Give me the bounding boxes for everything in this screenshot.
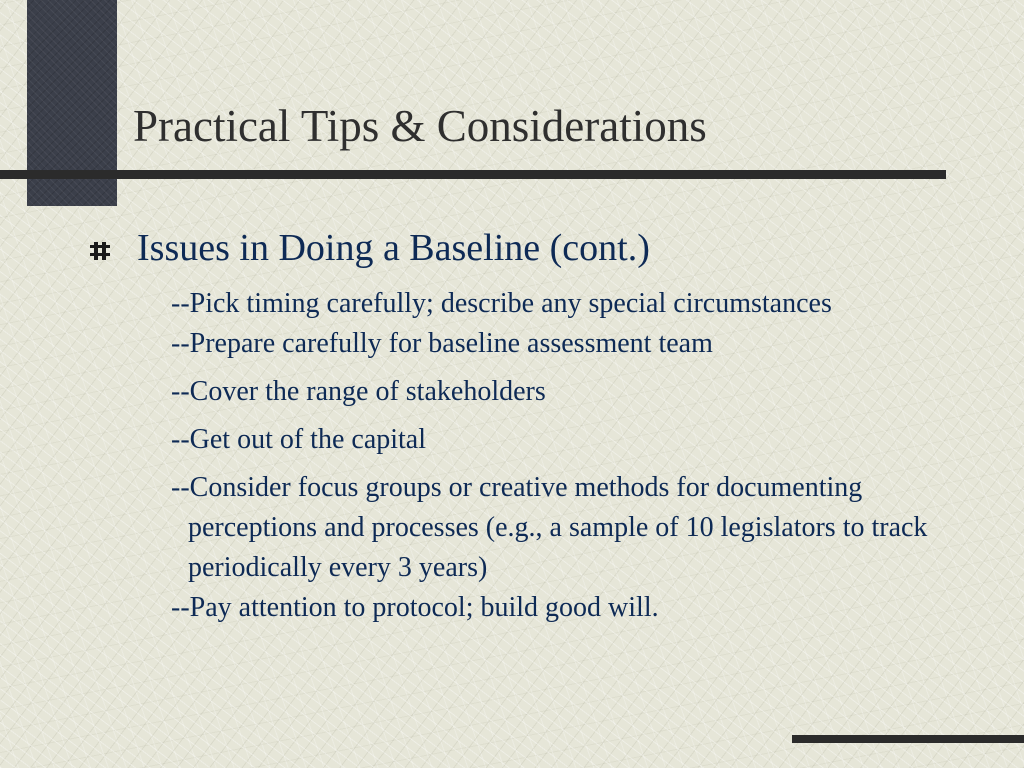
sub-item-list <box>171 284 971 636</box>
sub-item-protocol: --Pay attention to protocol; build good will. <box>171 592 659 623</box>
bullet-heading: Issues in Doing a Baseline (cont.) <box>137 227 650 269</box>
sub-item-prepare: --Prepare carefully for baseline assessment team <box>171 328 713 359</box>
z-shaped-bullet-icon <box>89 240 111 262</box>
title-divider <box>0 170 946 179</box>
sub-item-stakeholders: --Cover the range of stakeholders <box>171 376 546 407</box>
sub-item-focus-groups: --Consider focus groups or creative methods for documenting perceptions and processes (e.g., a sample of 10 legislators to track periodically every 3 years) <box>171 472 928 583</box>
slide-title: Practical Tips & Considerations <box>133 101 707 151</box>
sub-item-timing: --Pick timing carefully; describe any special circumstances <box>171 288 832 319</box>
footer-divider <box>792 735 1024 743</box>
sub-item-capital: --Get out of the capital <box>171 424 427 455</box>
